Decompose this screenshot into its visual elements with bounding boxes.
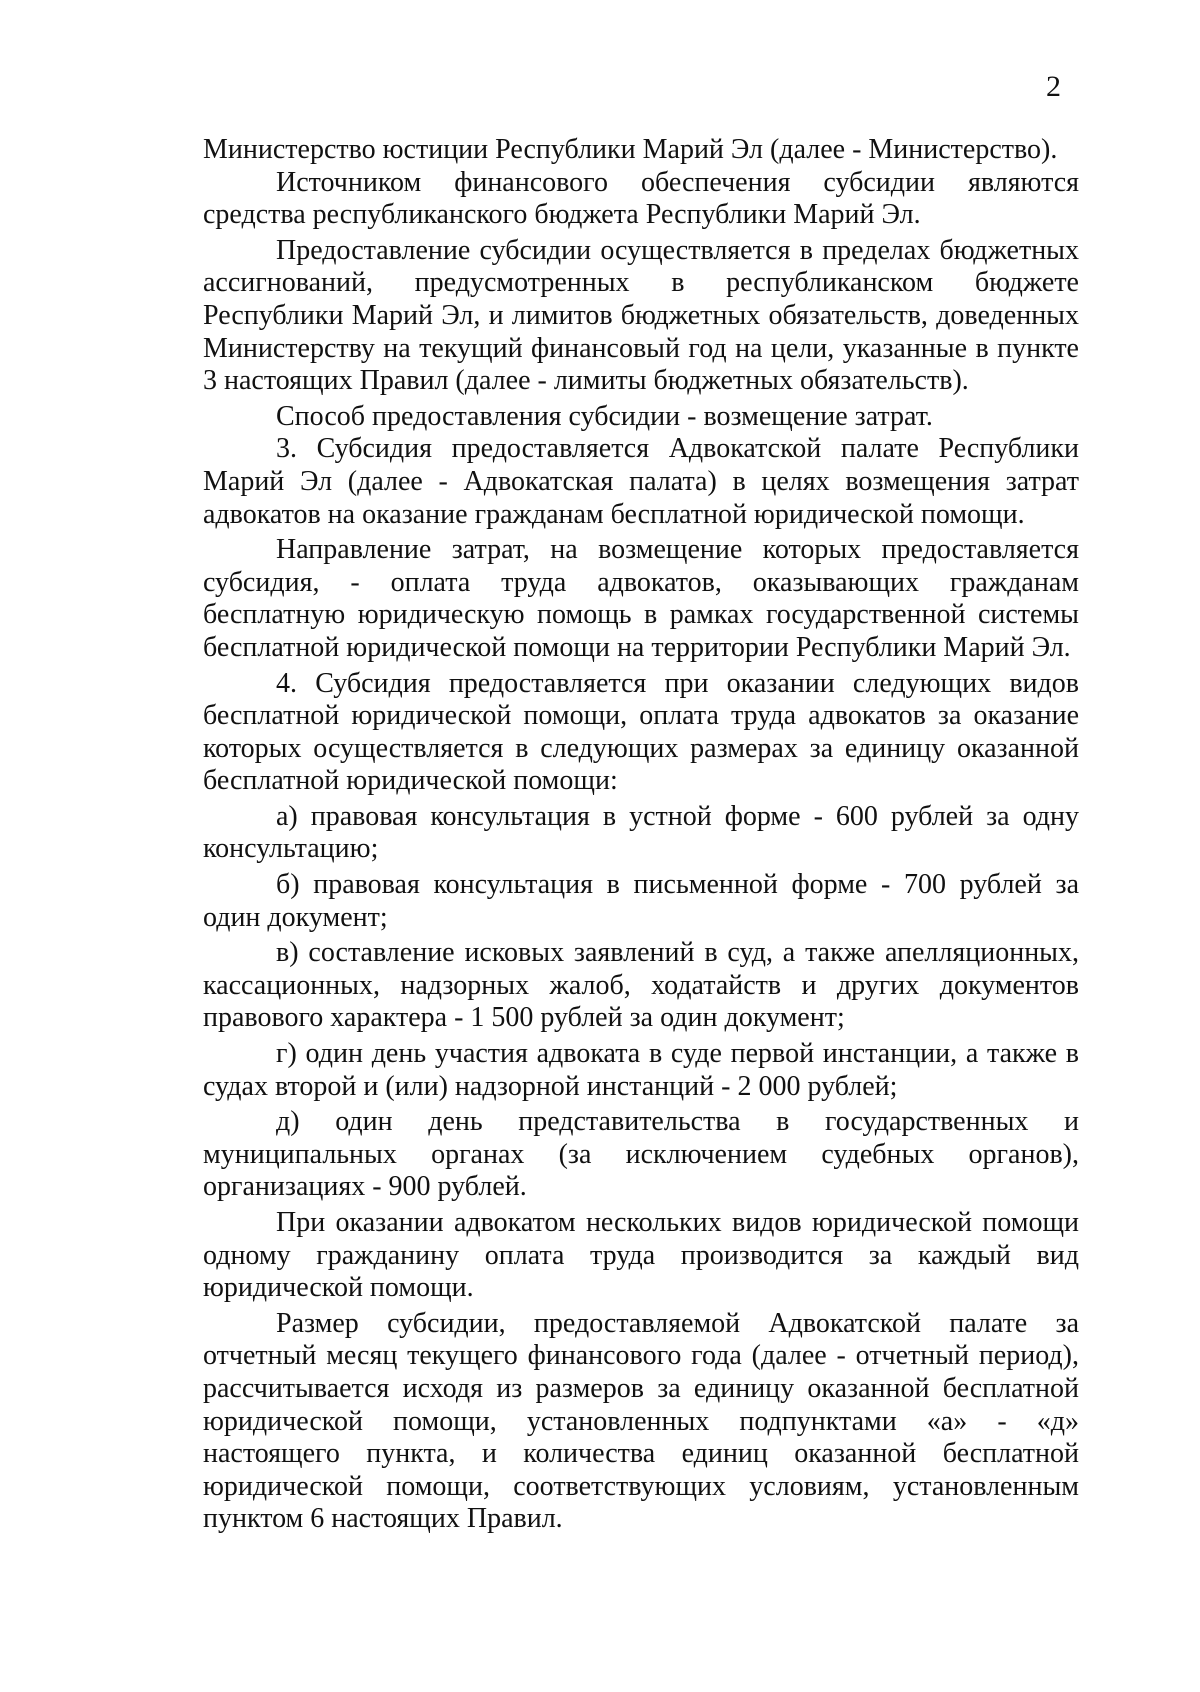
paragraph-subsidy-size: Размер субсидии, предоставляемой Адвокатской палате за отчетный месяц текущего финансового года (далее - отчетный период), рассчитывается исходя из размеров за единицу оказанной бесплатной юридической помощи, установленных подпунктами «а» - «д» настоящего пункта, и количества единиц оказанной бесплатной юридической помощи, соответствующих условиям, установленным пунктом 6 настоящих Правил.	[203, 1307, 1079, 1535]
paragraph-ministry: Министерство юстиции Республики Марий Эл (далее - Министерство).	[203, 134, 1058, 165]
page-number: 2	[1046, 70, 1061, 103]
paragraph-multiple-services: При оказании адвокатом нескольких видов юридической помощи одному гражданину оплата труда производится за каждый вид юридической помощи.	[203, 1207, 1079, 1304]
list-item-v: в) составление исковых заявлений в суд, а также апелляционных, кассационных, надзорных жалоб, ходатайств и других документов правового характера - 1 500 рублей за один документ;	[203, 937, 1079, 1034]
paragraph-method: Способ предоставления субсидии - возмещение затрат.	[276, 400, 933, 432]
list-item-g: г) один день участия адвоката в суде первой инстанции, а также в судах второй и (или) надзорной инстанций - 2 000 рублей;	[203, 1038, 1079, 1102]
paragraph-item-3: 3. Субсидия предоставляется Адвокатской палате Республики Марий Эл (далее - Адвокатская палата) в целях возмещения затрат адвокатов на оказание гражданам бесплатной юридической помощи.	[203, 433, 1079, 530]
document-body	[203, 134, 1079, 1536]
list-item-d: д) один день представительства в государственных и муниципальных органах (за исключением судебных органов), организациях - 900 рублей.	[203, 1106, 1079, 1203]
list-item-a: а) правовая консультация в устной форме - 600 рублей за одну консультацию;	[203, 800, 1079, 865]
list-item-b: б) правовая консультация в письменной форме - 700 рублей за один документ;	[203, 869, 1079, 933]
paragraph-cost-direction: Направление затрат, на возмещение которых предоставляется субсидия, - оплата труда адвокатов, оказывающих гражданам бесплатную юридическую помощь в рамках государственной системы бесплатной юридической помощи на территории Республики Марий Эл.	[203, 534, 1079, 663]
paragraph-funding-source: Источником финансового обеспечения субсидии являются средства республиканского бюджета Республики Марий Эл.	[203, 166, 1079, 231]
paragraph-item-4: 4. Субсидия предоставляется при оказании следующих видов бесплатной юридической помощи, оплата труда адвокатов за оказание которых осуществляется в следующих размерах за единицу оказанной бесплатной юридической помощи:	[203, 667, 1079, 797]
paragraph-budget-limits: Предоставление субсидии осуществляется в пределах бюджетных ассигнований, предусмотренных в республиканском бюджете Республики Марий Эл, и лимитов бюджетных обязательств, доведенных Министерству на текущий финансовый год на цели, указанные в пункте 3 настоящих Правил (далее - лимиты бюджетных обязательств).	[203, 234, 1079, 397]
